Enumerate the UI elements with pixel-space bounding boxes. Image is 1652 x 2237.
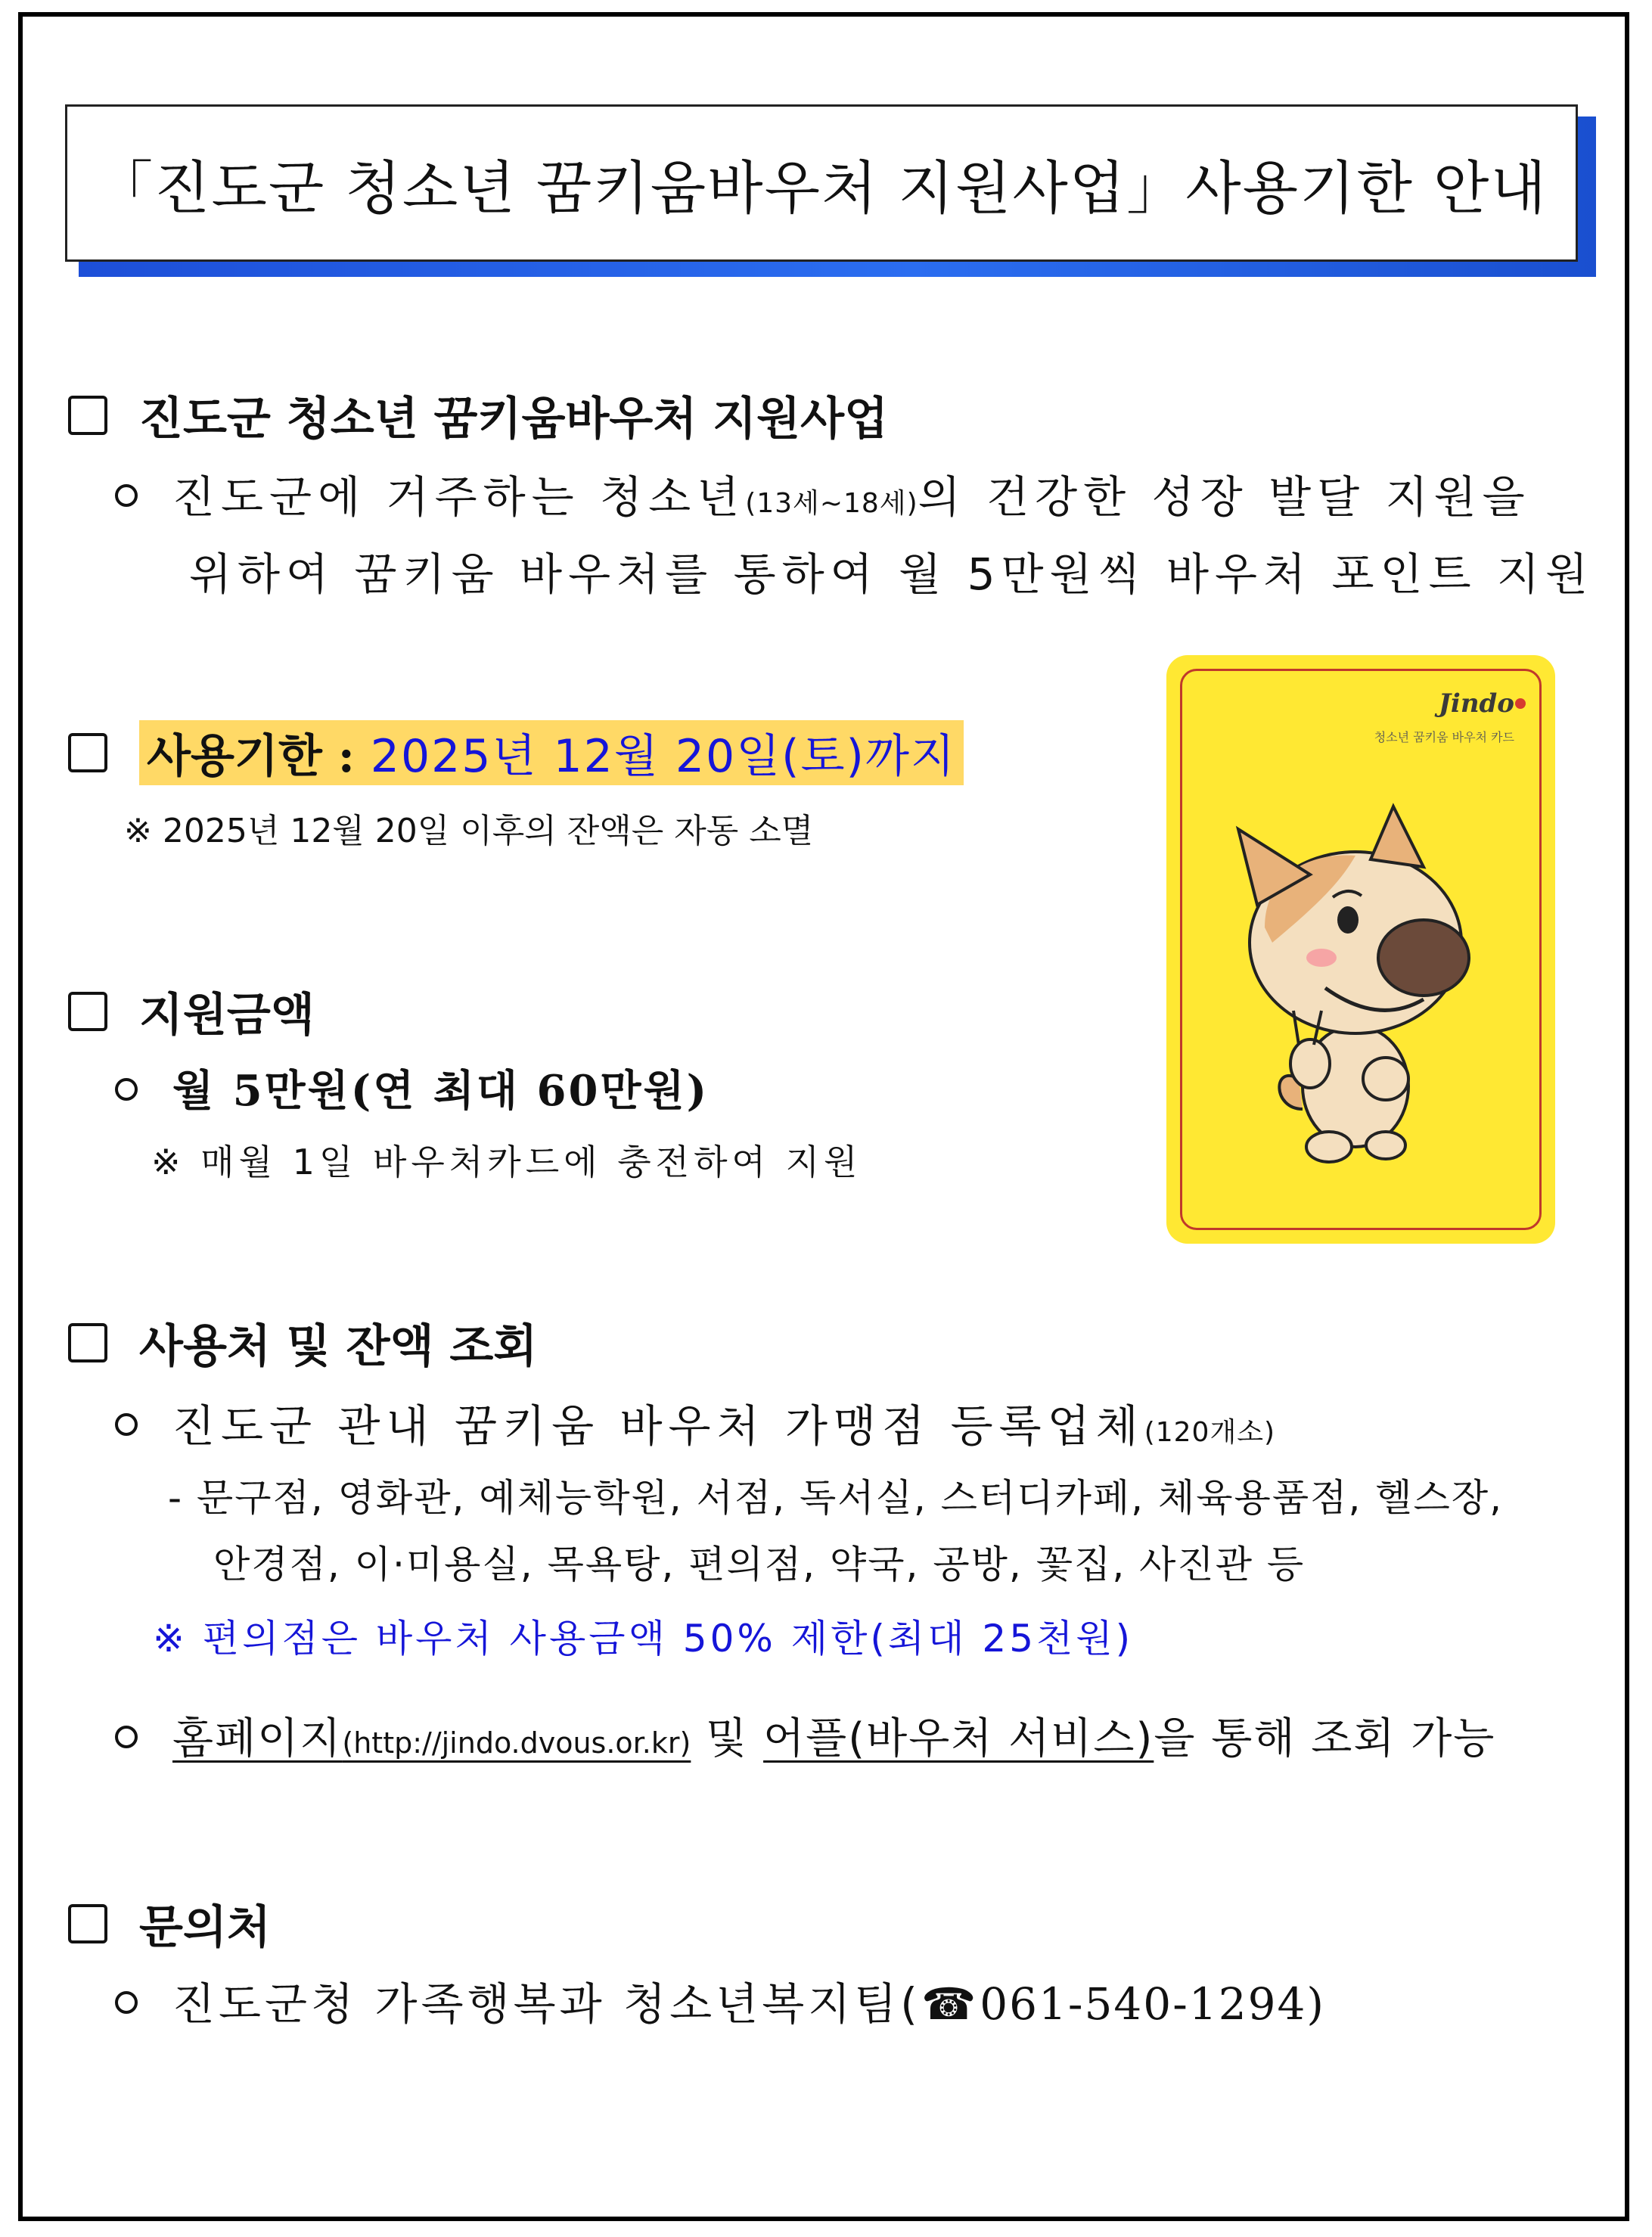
section-contact-heading <box>68 1891 271 1956</box>
section-heading-text: 진도군 청소년 꿈키움바우처 지원사업 <box>139 393 889 446</box>
checkbox-square-icon <box>68 1323 107 1362</box>
voucher-card-image <box>1166 655 1555 1244</box>
homepage-link[interactable] <box>172 1714 691 1763</box>
purpose-text-a: 진도군에 거주하는 청소년 <box>172 471 746 523</box>
purpose-line-1 <box>115 461 1531 525</box>
dog-mascot-icon <box>1166 655 1555 1244</box>
purpose-line-2: 위하여 꿈키움 바우처를 통하여 월 5만원씩 바우처 포인트 지원 <box>189 548 1595 600</box>
lookup-rest-text: 을 통해 조회 가능 <box>1154 1714 1496 1763</box>
store-count: (120개소) <box>1144 1417 1276 1448</box>
contact-text: 진도군청 가족행복과 청소년복지팀( <box>172 1978 921 2030</box>
store-list-1: - 문구점, 영화관, 예체능학원, 서점, 독서실, 스터디카페, 체육용품점, 헬스장, <box>168 1476 1504 1520</box>
checkbox-square-icon <box>68 396 107 435</box>
amount-note: ※ 매월 1일 바우처카드에 충전하여 지원 <box>151 1142 862 1182</box>
checkbox-square-icon <box>68 733 107 772</box>
and-text: 및 <box>691 1714 764 1763</box>
expiry-highlight <box>139 720 964 785</box>
title-box <box>65 104 1578 262</box>
expiry-label: 사용기한 : <box>147 730 371 783</box>
purpose-text-b: 의 건강한 성장 발달 지원을 <box>918 471 1531 523</box>
usage-line-1 <box>115 1390 1275 1454</box>
store-list-2: 안경점, 이·미용실, 목욕탕, 편의점, 약국, 공방, 꽃집, 사진관 등 <box>213 1543 1306 1586</box>
convenience-store-warning: ※ 편의점은 바우처 사용금액 50% 제한(최대 25천원) <box>153 1617 1134 1661</box>
usage-text: 진도군 관내 꿈키움 바우처 가맹점 등록업체 <box>172 1400 1144 1452</box>
phone-icon: ☎ <box>921 1978 980 2030</box>
section-usage-heading <box>68 1310 537 1375</box>
expiry-note: ※ 2025년 12월 20일 이후의 잔액은 자동 소멸 <box>124 812 814 850</box>
section-amount-heading <box>68 979 315 1044</box>
bullet-circle-icon <box>115 1726 138 1748</box>
bullet-circle-icon <box>115 484 138 507</box>
homepage-label: 홈페이지 <box>172 1714 343 1763</box>
amount-text: 월 5만원(연 최대 60만원) <box>172 1066 710 1116</box>
amount-line <box>115 1058 709 1118</box>
jindo-logo: Jindo <box>1438 688 1514 719</box>
age-range: (13세~18세) <box>745 488 918 519</box>
checkbox-square-icon <box>68 992 107 1031</box>
page-title: 「진도군 청소년 꿈키움바우처 지원사업」사용기한 안내 <box>95 154 1548 222</box>
phone-number[interactable]: 061-540-1294) <box>980 1978 1326 2030</box>
app-link[interactable]: 어플(바우처 서비스) <box>763 1714 1154 1763</box>
checkbox-square-icon <box>68 1904 107 1943</box>
homepage-url: (http://jindo.dvous.or.kr) <box>342 1726 691 1760</box>
bullet-circle-icon <box>115 1991 138 2014</box>
bullet-circle-icon <box>115 1413 138 1436</box>
card-subtitle: 청소년 꿈키움 바우처 카드 <box>1374 730 1514 744</box>
section-purpose-heading <box>68 383 888 448</box>
lookup-line <box>115 1705 1495 1766</box>
section-expiry-heading <box>68 720 964 785</box>
bullet-circle-icon <box>115 1078 138 1101</box>
section-heading-text: 사용처 및 잔액 조회 <box>139 1320 538 1373</box>
section-heading-text: 문의처 <box>139 1901 271 1954</box>
contact-line <box>115 1968 1325 2032</box>
expiry-date: 2025년 12월 20일(토)까지 <box>370 730 956 783</box>
section-heading-text: 지원금액 <box>139 989 315 1042</box>
